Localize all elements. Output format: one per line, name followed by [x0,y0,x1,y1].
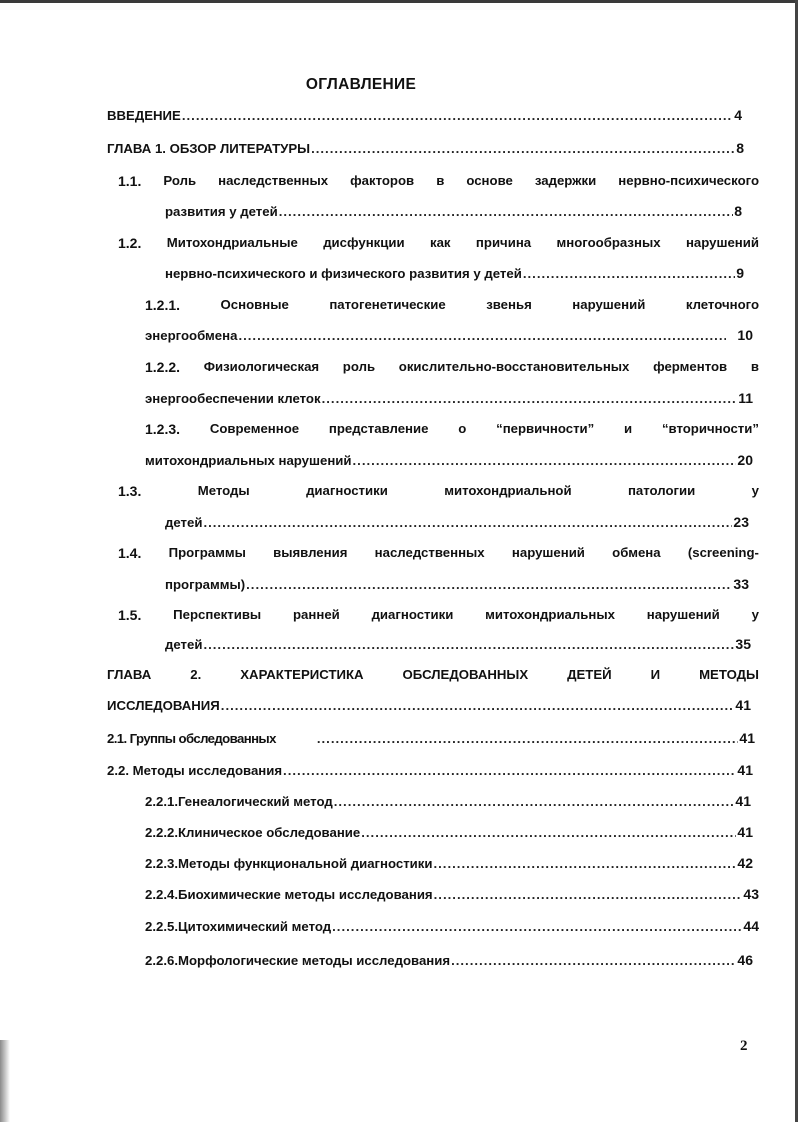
toc-leader-dots [451,953,736,968]
toc-entry-chapter-1[interactable] [107,140,744,156]
toc-section-number: 1.5. [118,607,142,623]
toc-word: роль [342,359,376,374]
toc-word: Физиологическая [203,359,320,374]
toc-word: нарушений [685,235,759,250]
toc-entry-2-2-1[interactable] [145,793,751,809]
toc-word: Программы [168,545,246,560]
toc-entry-1-5-line1[interactable] [118,607,759,623]
toc-word: окислительно-восстановительных [398,359,630,374]
toc-entry-text: 2.2.3.Методы функциональной диагностики [145,856,433,871]
toc-entry-text: программы) [165,577,246,592]
toc-word: звенья [486,297,532,312]
toc-word: в [436,173,445,188]
toc-entry-1-2-2-line1[interactable] [145,359,759,375]
toc-word: диагностики [306,483,388,498]
toc-page-number: 41 [735,697,751,713]
toc-entry-chapter-2-line2[interactable] [107,697,751,713]
toc-word: наследственных [218,173,329,188]
toc-word: у [751,483,759,498]
toc-leader-dots [311,141,735,156]
toc-word: диагностики [371,607,454,622]
toc-word: ранней [293,607,340,622]
toc-entry-text: энергообеспечении клеток [145,391,321,406]
toc-leader-dots [203,515,732,530]
toc-entry-1-2-3-line2[interactable] [145,452,753,468]
toc-section-number: 1.2.2. [145,359,181,375]
toc-entry-1-3-line1[interactable] [118,483,759,499]
toc-page-number: 41 [735,793,751,809]
toc-word: клеточного [685,297,759,312]
toc-leader-dots [182,108,733,123]
toc-word: ДЕТЕЙ [567,667,612,682]
toc-entry-1-1-line2[interactable] [165,203,742,219]
toc-entry-1-4-line2[interactable] [165,576,749,592]
toc-entry-text: 2.2.2.Клиническое обследование [145,825,361,840]
toc-leader-dots [221,698,735,713]
toc-word: митохондриальной [444,483,572,498]
toc-page-number: 23 [733,514,749,530]
toc-entry-1-4-line1[interactable] [118,545,759,561]
toc-leader-dots [523,266,735,281]
toc-word: патогенетические [329,297,446,312]
toc-leader-dots [433,856,736,871]
toc-entry-1-1-line1[interactable] [118,173,759,189]
toc-leader-dots [246,577,732,592]
toc-leader-dots [332,919,742,934]
toc-section-number: 1.2.1. [145,297,181,313]
toc-word: у [751,607,759,622]
toc-word: обмена [612,545,661,560]
toc-word: в [750,359,759,374]
toc-entry-2-2[interactable] [107,762,753,778]
toc-entry-text: энергообмена [145,328,238,343]
scan-edge-top [0,0,798,3]
toc-word: и [624,421,633,436]
page-number: 2 [740,1038,748,1054]
toc-page-number: 33 [733,576,749,592]
toc-entry-text: 2.2.6.Морфологические методы исследования [145,953,451,968]
toc-page-number: 42 [737,855,753,871]
toc-leader-dots [361,825,736,840]
toc-word: дисфункции [323,235,405,250]
toc-entry-chapter-2-line1[interactable] [107,667,759,682]
toc-entry-intro[interactable] [107,107,742,123]
toc-word: как [429,235,451,250]
toc-entry-2-2-6[interactable] [145,952,753,968]
toc-page-number: 41 [737,824,753,840]
toc-page-number: 46 [737,952,753,968]
toc-entry-1-2-line2[interactable] [165,265,744,281]
toc-word: патологии [627,483,696,498]
toc-section-number: 1.1. [118,173,142,189]
toc-word: ГЛАВА [107,667,152,682]
toc-word: митохондриальных [485,607,615,622]
toc-entry-1-2-3-line1[interactable] [145,421,759,437]
toc-entry-text: митохондриальных нарушений [145,453,352,468]
toc-section-number: 1.2.3. [145,421,181,437]
toc-page-number: 8 [736,140,744,156]
toc-entry-2-2-4[interactable] [145,886,759,902]
toc-section-number: 1.3. [118,483,142,499]
toc-page-number: 20 [737,452,753,468]
toc-leader-dots [322,391,738,406]
toc-page-number: 41 [739,730,755,746]
toc-word: многообразных [556,235,661,250]
toc-word: о [458,421,467,436]
toc-entry-2-1[interactable] [107,730,755,746]
toc-word: ферментов [653,359,728,374]
toc-entry-1-2-1-line1[interactable] [145,297,759,313]
toc-leader-dots [434,887,743,902]
toc-page-number: 10 [737,327,753,343]
toc-page-number: 43 [743,886,759,902]
toc-entry-2-2-3[interactable] [145,855,753,871]
toc-section-number: 1.2. [118,235,142,251]
toc-word: факторов [350,173,415,188]
toc-entry-2-2-2[interactable] [145,824,753,840]
toc-entry-text: детей [165,515,203,530]
toc-word: Основные [220,297,289,312]
toc-entry-text: нервно-психического и физического развития у детей [165,266,522,281]
toc-word: Митохондриальные [166,235,298,250]
toc-leader-dots [238,328,726,343]
toc-leader-dots [334,794,735,809]
toc-word: представление [328,421,429,436]
toc-entry-text: ГЛАВА 1. ОБЗОР ЛИТЕРАТУРЫ [107,141,311,156]
toc-word: Методы [197,483,250,498]
toc-word: нарушений [646,607,720,622]
toc-leader-dots [353,453,737,468]
toc-entry-text: 2.2.5.Цитохимический метод [145,919,332,934]
toc-entry-2-2-5[interactable] [145,918,759,934]
toc-entry-text: 2.1. Группы обследованных [107,731,276,746]
toc-word: ХАРАКТЕРИСТИКА [240,667,364,682]
toc-entry-text: ИССЛЕДОВАНИЯ [107,698,220,713]
toc-word: Современное [209,421,300,436]
toc-word: И [650,667,661,682]
toc-word: “вторичности” [661,421,759,436]
toc-leader-dots [279,204,734,219]
toc-word: задержки [534,173,597,188]
toc-entry-1-2-2-line2[interactable] [145,390,753,406]
toc-word: (screening- [687,545,759,560]
toc-entry-text: 2.2. Методы исследования [107,763,283,778]
toc-word: выявления [273,545,348,560]
toc-entry-text: 2.2.1.Генеалогический метод [145,794,333,809]
toc-leader-dots [203,637,734,652]
toc-word: нервно-психического [618,173,759,188]
toc-entry-1-2-1-line2[interactable] [145,327,753,343]
scan-edge-left [0,1040,10,1122]
toc-word: нарушений [511,545,585,560]
toc-section-number: 1.4. [118,545,142,561]
toc-page-number: 44 [743,918,759,934]
toc-page-number: 41 [737,762,753,778]
toc-leader-dots [283,763,736,778]
toc-word: Роль [163,173,197,188]
toc-entry-text: ВВЕДЕНИЕ [107,108,181,123]
toc-word: 2. [190,667,202,682]
toc-word: Перспективы [173,607,262,622]
toc-entry-1-5-line2[interactable] [165,636,751,652]
toc-leader-dots [317,731,739,746]
toc-page-number: 8 [734,203,742,219]
toc-page-number: 35 [735,636,751,652]
toc-page-number: 9 [736,265,744,281]
toc-word: ОБСЛЕДОВАННЫХ [402,667,529,682]
toc-page-number: 11 [738,390,753,406]
toc-entry-1-2-line1[interactable] [118,235,759,251]
toc-page-number: 4 [734,107,742,123]
toc-entry-text: 2.2.4.Биохимические методы исследования [145,887,433,902]
toc-word: МЕТОДЫ [699,667,759,682]
toc-entry-1-3-line2[interactable] [165,514,749,530]
toc-word: наследственных [374,545,485,560]
page-title: ОГЛАВЛЕНИЕ [305,76,417,93]
toc-word: основе [466,173,513,188]
toc-word: нарушений [572,297,646,312]
toc-entry-text: развития у детей [165,204,278,219]
toc-entry-text: детей [165,637,203,652]
toc-word: причина [475,235,532,250]
toc-word: “первичности” [496,421,595,436]
